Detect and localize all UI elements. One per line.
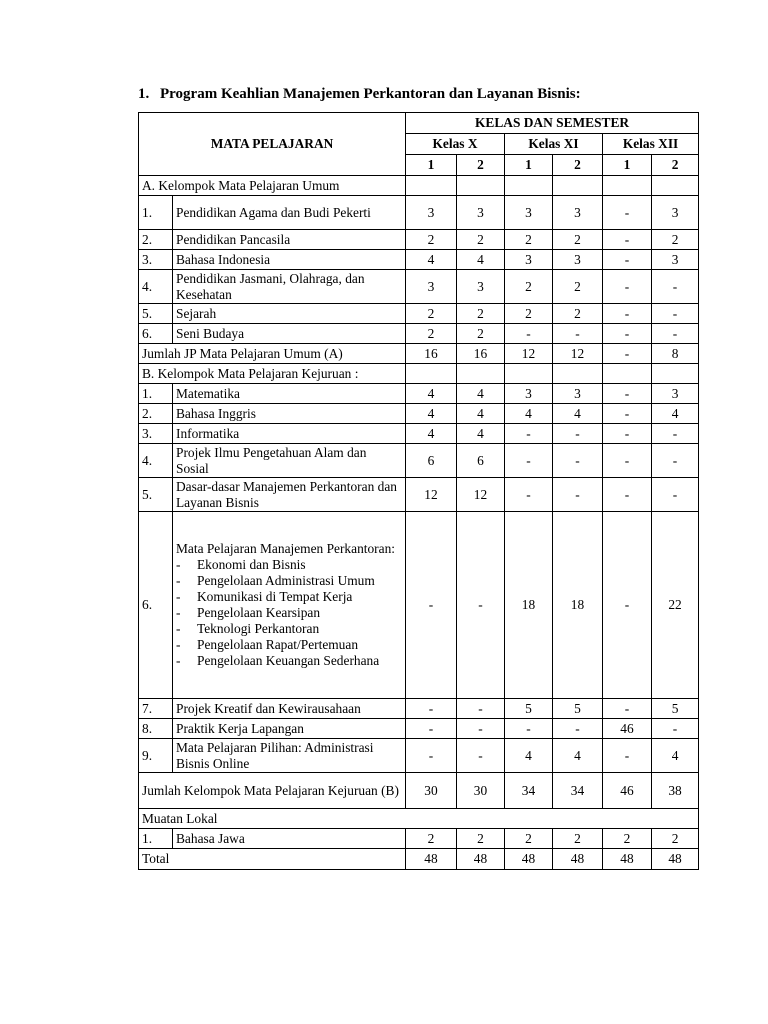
dash-bullet-icon: - (176, 589, 181, 604)
value-cell: - (652, 270, 699, 304)
value-cell: 3 (505, 250, 553, 270)
value-cell: - (553, 424, 603, 444)
header-semester: 1 (603, 155, 652, 176)
empty-cell (553, 176, 603, 196)
value-cell: 2 (406, 304, 457, 324)
value-cell: - (603, 512, 652, 699)
table-row (139, 424, 699, 444)
value-cell: - (505, 324, 553, 344)
subject-title: Pendidikan Jasmani, Olahraga, dan Kesehatan (176, 270, 365, 302)
value-cell: 3 (652, 250, 699, 270)
empty-cell (603, 176, 652, 196)
sublist-label: Teknologi Perkantoran (197, 621, 320, 636)
header-class-x: Kelas X (406, 134, 505, 155)
sublist-label: Pengelolaan Rapat/Pertemuan (197, 637, 359, 652)
empty-cell (406, 176, 457, 196)
value-cell: - (406, 512, 457, 699)
list-item (176, 573, 402, 589)
value-cell: 30 (457, 773, 505, 809)
row-number: 4. (139, 270, 173, 304)
table-row (139, 250, 699, 270)
total-row (139, 344, 699, 364)
value-cell: 4 (652, 739, 699, 773)
value-cell: - (505, 444, 553, 478)
empty-cell (553, 364, 603, 384)
subject-name (173, 444, 406, 478)
subject-name (173, 478, 406, 512)
value-cell: 3 (652, 196, 699, 230)
total-row (139, 773, 699, 809)
value-cell: 4 (553, 404, 603, 424)
value-cell: 3 (505, 384, 553, 404)
row-number: 6. (139, 324, 173, 344)
value-cell: - (603, 250, 652, 270)
subject-title: Matematika (176, 385, 240, 401)
header-semester: 1 (406, 155, 457, 176)
value-cell: - (457, 512, 505, 699)
empty-cell (505, 176, 553, 196)
value-cell: 2 (652, 230, 699, 250)
total-label: Jumlah Kelompok Mata Pelajaran Kejuruan (B) (139, 773, 406, 809)
value-cell: 2 (505, 230, 553, 250)
row-number: 3. (139, 424, 173, 444)
list-item (176, 589, 402, 605)
sublist-label: Pengelolaan Administrasi Umum (197, 573, 375, 588)
heading-number: 1. (138, 86, 150, 102)
subject-title: Bahasa Indonesia (176, 251, 271, 267)
value-cell: 4 (406, 404, 457, 424)
table-row (139, 384, 699, 404)
value-cell: 2 (505, 304, 553, 324)
empty-cell (603, 364, 652, 384)
header-semester: 2 (457, 155, 505, 176)
value-cell: 5 (652, 699, 699, 719)
value-cell: 2 (457, 829, 505, 849)
value-cell: 12 (505, 344, 553, 364)
empty-cell (652, 364, 699, 384)
value-cell: 48 (553, 849, 603, 870)
table-body (139, 176, 699, 870)
subject-sublist (176, 557, 402, 669)
list-item (176, 557, 402, 573)
value-cell: 2 (457, 324, 505, 344)
value-cell: 3 (457, 270, 505, 304)
table-row (139, 699, 699, 719)
subject-title: Mata Pelajaran Manajemen Perkantoran: (176, 541, 395, 556)
value-cell: 4 (406, 424, 457, 444)
value-cell: 46 (603, 719, 652, 739)
empty-cell (457, 364, 505, 384)
value-cell: 5 (505, 699, 553, 719)
header-class-xii: Kelas XII (603, 134, 699, 155)
value-cell: 3 (553, 250, 603, 270)
value-cell: 4 (457, 250, 505, 270)
sublist-label: Ekonomi dan Bisnis (197, 557, 306, 572)
section-title: B. Kelompok Mata Pelajaran Kejuruan : (139, 364, 406, 384)
value-cell: 16 (406, 344, 457, 364)
value-cell: 12 (553, 344, 603, 364)
table-row (139, 719, 699, 739)
subject-name (173, 196, 406, 230)
row-number: 6. (139, 512, 173, 699)
value-cell: 48 (652, 849, 699, 870)
value-cell: - (553, 324, 603, 344)
header-class-xi: Kelas XI (505, 134, 603, 155)
curriculum-table (138, 112, 699, 870)
subject-name (173, 270, 406, 304)
value-cell: - (603, 404, 652, 424)
value-cell: - (603, 699, 652, 719)
value-cell: - (603, 478, 652, 512)
value-cell: - (505, 478, 553, 512)
subject-title: Pendidikan Agama dan Budi Pekerti (176, 204, 371, 220)
empty-cell (406, 364, 457, 384)
value-cell: - (603, 230, 652, 250)
value-cell: 2 (553, 304, 603, 324)
row-number: 3. (139, 250, 173, 270)
value-cell: 2 (406, 829, 457, 849)
value-cell: - (603, 270, 652, 304)
section-title: Muatan Lokal (139, 809, 699, 829)
value-cell: 48 (505, 849, 553, 870)
value-cell: - (406, 719, 457, 739)
value-cell: 18 (505, 512, 553, 699)
value-cell: 2 (553, 829, 603, 849)
value-cell: 6 (406, 444, 457, 478)
row-number: 2. (139, 230, 173, 250)
empty-cell (457, 176, 505, 196)
value-cell: 4 (457, 424, 505, 444)
value-cell: 4 (457, 404, 505, 424)
row-number: 1. (139, 196, 173, 230)
value-cell: 30 (406, 773, 457, 809)
subject-title: Dasar-dasar Manajemen Perkantoran dan Layanan Bisnis (176, 478, 397, 510)
subject-title: Seni Budaya (176, 325, 245, 341)
value-cell: 2 (406, 230, 457, 250)
value-cell: - (505, 719, 553, 739)
header-semester: 2 (553, 155, 603, 176)
table-row (139, 230, 699, 250)
subject-title: Projek Kreatif dan Kewirausahaan (176, 700, 361, 716)
table-row (139, 270, 699, 304)
list-item (176, 605, 402, 621)
value-cell: 2 (505, 270, 553, 304)
value-cell: 38 (652, 773, 699, 809)
subject-title: Bahasa Jawa (176, 830, 245, 846)
subject-name (173, 324, 406, 344)
subject-title: Projek Ilmu Pengetahuan Alam dan Sosial (176, 444, 367, 476)
value-cell: - (652, 324, 699, 344)
subject-name (173, 304, 406, 324)
value-cell: - (603, 444, 652, 478)
list-item (176, 637, 402, 653)
value-cell: 5 (553, 699, 603, 719)
list-item (176, 621, 402, 637)
section-row (139, 364, 699, 384)
value-cell: 6 (457, 444, 505, 478)
value-cell: 48 (457, 849, 505, 870)
subject-name (173, 424, 406, 444)
row-number: 7. (139, 699, 173, 719)
value-cell: 4 (406, 384, 457, 404)
value-cell: 48 (406, 849, 457, 870)
row-number: 2. (139, 404, 173, 424)
sublist-label: Pengelolaan Kearsipan (197, 605, 321, 620)
value-cell: 4 (457, 384, 505, 404)
value-cell: - (603, 324, 652, 344)
list-item (176, 653, 402, 669)
value-cell: 16 (457, 344, 505, 364)
value-cell: - (457, 699, 505, 719)
value-cell: - (603, 739, 652, 773)
value-cell: 4 (553, 739, 603, 773)
row-number: 1. (139, 384, 173, 404)
table-row (139, 478, 699, 512)
sublist-label: Pengelolaan Keuangan Sederhana (197, 653, 380, 668)
dash-bullet-icon: - (176, 653, 181, 668)
value-cell: - (603, 344, 652, 364)
table-row (139, 829, 699, 849)
section-heading (138, 86, 581, 103)
dash-bullet-icon: - (176, 621, 181, 636)
value-cell: 3 (553, 384, 603, 404)
value-cell: - (553, 719, 603, 739)
subject-title: Pendidikan Pancasila (176, 231, 291, 247)
subject-name (173, 384, 406, 404)
table-row (139, 444, 699, 478)
table-row (139, 324, 699, 344)
value-cell: - (457, 719, 505, 739)
value-cell: 2 (553, 270, 603, 304)
value-cell: 3 (553, 196, 603, 230)
value-cell: 3 (406, 196, 457, 230)
total-label: Jumlah JP Mata Pelajaran Umum (A) (139, 344, 406, 364)
value-cell: - (652, 304, 699, 324)
value-cell: 3 (652, 384, 699, 404)
table-row (139, 196, 699, 230)
row-number: 4. (139, 444, 173, 478)
value-cell: - (505, 424, 553, 444)
value-cell: - (603, 304, 652, 324)
subject-name (173, 699, 406, 719)
value-cell: 4 (652, 404, 699, 424)
header-semester: 2 (652, 155, 699, 176)
value-cell: 2 (553, 230, 603, 250)
table-row (139, 512, 699, 699)
table-row (139, 404, 699, 424)
value-cell: - (553, 478, 603, 512)
value-cell: - (652, 719, 699, 739)
value-cell: - (457, 739, 505, 773)
value-cell: 22 (652, 512, 699, 699)
subject-name (173, 719, 406, 739)
dash-bullet-icon: - (176, 557, 181, 572)
value-cell: - (652, 478, 699, 512)
dash-bullet-icon: - (176, 637, 181, 652)
value-cell: 3 (505, 196, 553, 230)
value-cell: 2 (652, 829, 699, 849)
row-number: 1. (139, 829, 173, 849)
subject-title: Sejarah (176, 305, 217, 321)
sublist-label: Komunikasi di Tempat Kerja (197, 589, 353, 604)
subject-name (173, 250, 406, 270)
table-row (139, 739, 699, 773)
value-cell: 4 (406, 250, 457, 270)
value-cell: - (406, 699, 457, 719)
section-row (139, 176, 699, 196)
value-cell: 34 (505, 773, 553, 809)
value-cell: 4 (505, 739, 553, 773)
header-semester: 1 (505, 155, 553, 176)
value-cell: 12 (457, 478, 505, 512)
subject-title: Bahasa Inggris (176, 405, 256, 421)
empty-cell (652, 176, 699, 196)
subject-name (173, 829, 406, 849)
heading-title: Program Keahlian Manajemen Perkantoran dan Layanan Bisnis: (160, 86, 581, 102)
value-cell: - (652, 424, 699, 444)
header-group: KELAS DAN SEMESTER (406, 113, 699, 134)
subject-title: Mata Pelajaran Pilihan: Administrasi Bisnis Online (176, 739, 374, 771)
section-title: A. Kelompok Mata Pelajaran Umum (139, 176, 406, 196)
value-cell: - (406, 739, 457, 773)
table-row (139, 304, 699, 324)
value-cell: 2 (505, 829, 553, 849)
value-cell: - (553, 444, 603, 478)
value-cell: 2 (457, 304, 505, 324)
subject-name (173, 230, 406, 250)
subject-name (173, 739, 406, 773)
subject-title: Informatika (176, 425, 240, 441)
dash-bullet-icon: - (176, 573, 181, 588)
row-number: 8. (139, 719, 173, 739)
total-label: Total (139, 849, 406, 870)
value-cell: 2 (406, 324, 457, 344)
value-cell: 3 (406, 270, 457, 304)
value-cell: 8 (652, 344, 699, 364)
row-number: 5. (139, 478, 173, 512)
value-cell: 12 (406, 478, 457, 512)
value-cell: 2 (603, 829, 652, 849)
value-cell: - (603, 196, 652, 230)
empty-cell (505, 364, 553, 384)
value-cell: 46 (603, 773, 652, 809)
subject-title: Praktik Kerja Lapangan (176, 720, 304, 736)
value-cell: - (603, 384, 652, 404)
section-row (139, 809, 699, 829)
value-cell: 2 (457, 230, 505, 250)
value-cell: 4 (505, 404, 553, 424)
value-cell: 3 (457, 196, 505, 230)
subject-name (173, 404, 406, 424)
row-number: 5. (139, 304, 173, 324)
dash-bullet-icon: - (176, 605, 181, 620)
header-subject: MATA PELAJARAN (139, 113, 406, 176)
row-number: 9. (139, 739, 173, 773)
subject-name (173, 512, 406, 699)
value-cell: - (652, 444, 699, 478)
value-cell: - (603, 424, 652, 444)
total-row (139, 849, 699, 870)
value-cell: 48 (603, 849, 652, 870)
value-cell: 18 (553, 512, 603, 699)
value-cell: 34 (553, 773, 603, 809)
